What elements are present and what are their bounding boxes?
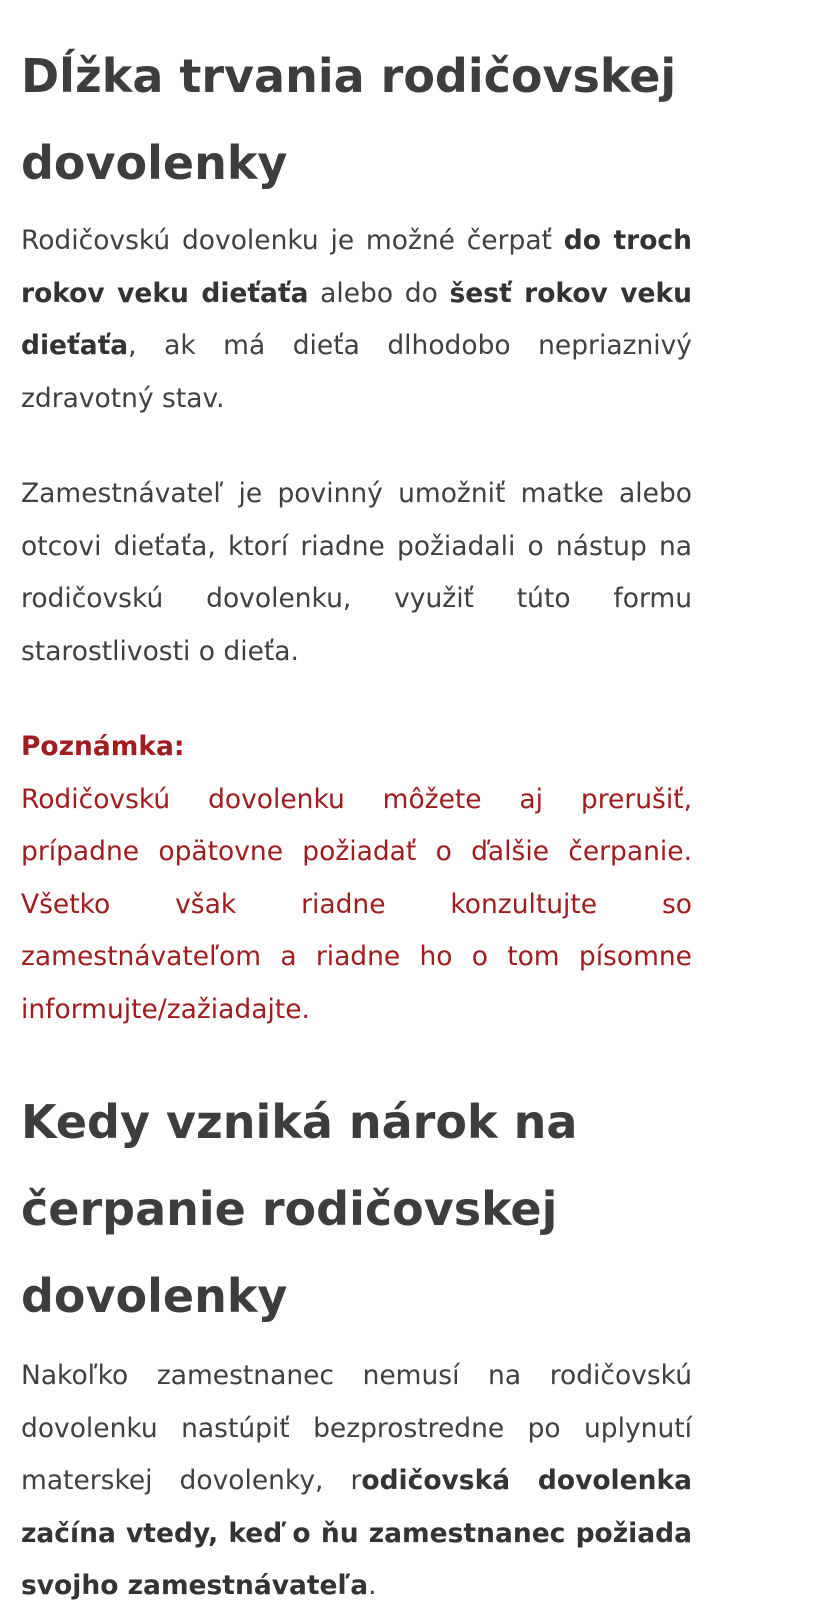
text-segment: Rodičovskú dovolenku je možné čerpať bbox=[21, 225, 564, 256]
text-segment: alebo do bbox=[308, 277, 450, 309]
text-segment: . bbox=[368, 1570, 377, 1601]
paragraph-duration bbox=[21, 215, 692, 425]
heading-entitlement: Kedy vzniká nárok na čerpanie rodičovskej dovolenky bbox=[21, 1095, 578, 1323]
paragraph-employer-duty: Zamestnávateľ je povinný umožniť matke alebo otcovi dieťaťa, ktorí riadne požiadali o nástup na rodičovskú dovolenku, využiť túto formu starostlivosti o dieťa. bbox=[21, 478, 692, 667]
heading-duration: Dĺžka trvania rodičovskej dovolenky bbox=[21, 49, 677, 190]
text-segment: Nakoľko zamestnanec nemusí na rodičovskú dovolenku nastúpiť bezprostredne po uplynutí materskej dovolenky, r bbox=[21, 1360, 692, 1496]
bold-segment: šesť rokov veku dieťaťa bbox=[21, 277, 693, 361]
paragraph-entitlement bbox=[21, 1350, 692, 1613]
bold-segment: do troch rokov veku dieťaťa bbox=[21, 225, 693, 309]
text-segment: , ak má dieťa dlhodobo nepriaznivý zdravotný stav. bbox=[21, 330, 692, 414]
bold-segment: odičovská dovolenka začína vtedy, keď o ňu zamestnanec požiada svojho zamestnávateľa bbox=[21, 1465, 692, 1601]
note-label: Poznámka: bbox=[21, 731, 185, 762]
note-block bbox=[21, 721, 692, 1036]
note-text: Rodičovskú dovolenku môžete aj prerušiť, prípadne opätovne požiadať o ďalšie čerpanie. Všetko však riadne konzultujte so zamestnávateľom a riadne ho o tom písomne informujte/zažiadajte. bbox=[21, 783, 692, 1025]
